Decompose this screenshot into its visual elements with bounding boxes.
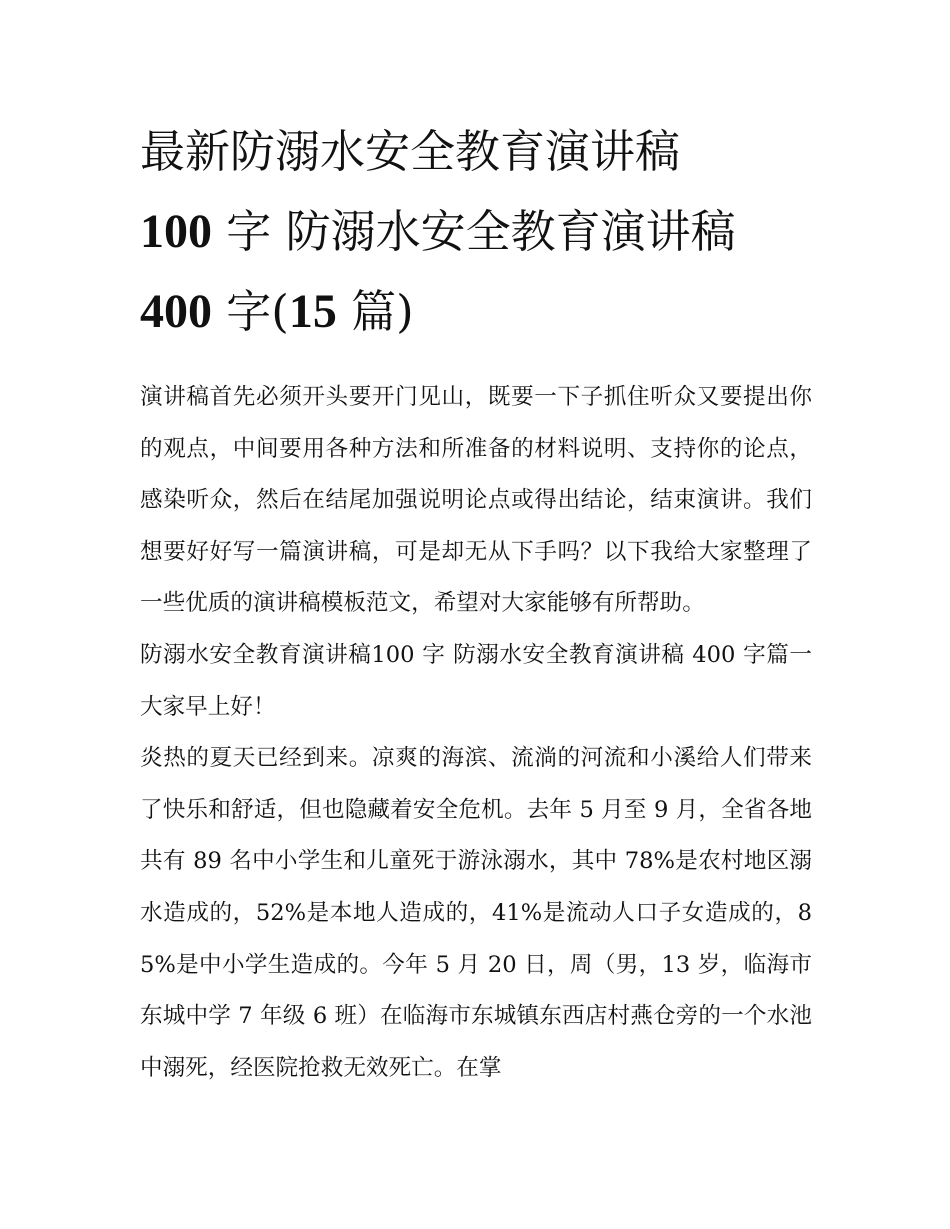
paragraph-intro: 演讲稿首先必须开头要开门见山，既要一下子抓住听众又要提出你的观点，中间要用各种方法和所准备的材料说明、支持你的论点，感染听众，然后在结尾加强说明论点或得出结论，结束演讲。我们想要好好写一篇演讲稿，可是却无从下手吗？以下我给大家整理了一些优质的演讲稿模板范文，希望对大家能够有所帮助。 [140,384,812,617]
title-number-15: 15 [288,285,337,338]
paragraph-section-heading: 防溺水安全教育演讲稿100 字 防溺水安全教育演讲稿 400 字篇一 大家早上好！ [140,641,812,720]
title-line-2-text: 字 防溺水安全教育演讲稿 [212,205,736,258]
title-line-3-text: 字( [212,285,289,338]
document-body [140,372,812,1094]
document-content [140,112,812,1094]
paragraph-body: 炎热的夏天已经到来。凉爽的海滨、流淌的河流和小溪给人们带来了快乐和舒适，但也隐藏着安全危机。去年 5 月至 9 月，全省各地共有 89 名中小学生和儿童死于游泳溺水，其中 78%是农村地区溺水造成的，52%是本地人造成的，41%是流动人口子女造成的，85%是中小学生造成的。今年 5 月 20 日，周（男，13 岁，临海市东城中学 7 年级 6 班）在临海市东城镇东西店村燕仓旁的一个水池中溺死，经医院抢救无效死亡。在掌 [140,745,812,1081]
title-line-1: 最新防溺水安全教育演讲稿 [140,125,681,178]
title-number-400: 400 [140,285,212,338]
title-line-3-end: 篇) [336,285,414,338]
title-number-100: 100 [140,205,212,258]
document-title [140,112,812,352]
